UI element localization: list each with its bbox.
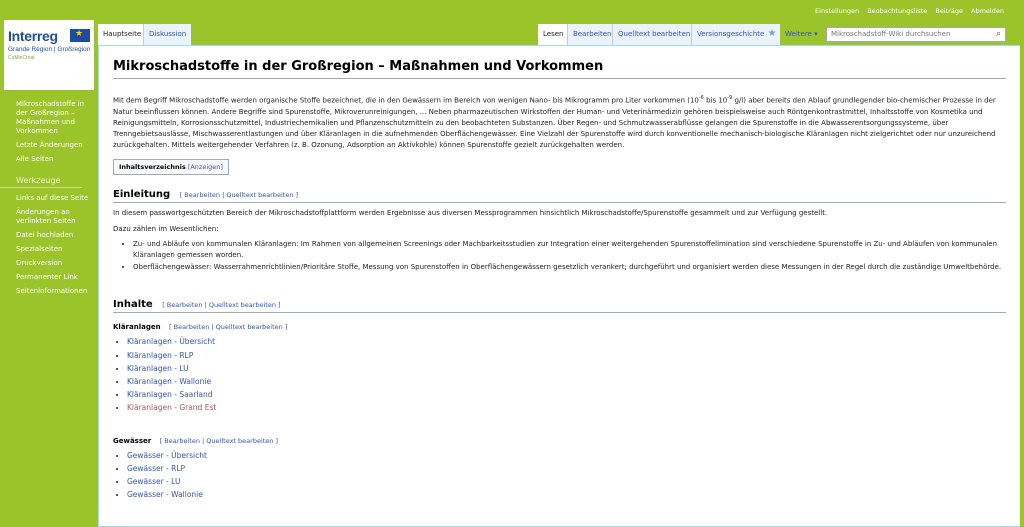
content-area (98, 45, 1020, 527)
list-item: • Oberflächengewässer: Wasserrahmenrichtlinien/Prioritäre Stoffe, Messung von Spurenstoffen in Oberflächengewässern gesetzlich verankert; durchgeführt und organisiert werden diese Messungen in der Regel durch die zuständige Umweltbehörde. (133, 262, 1006, 273)
link-gewaesser-wallonie[interactable]: Gewässer - Wallonie (127, 490, 203, 500)
section-title: Einleitung (113, 189, 171, 201)
subsection-title: Kläranlagen (113, 323, 161, 332)
page-title: Mikroschadstoffe in der Großregion – Maßnahmen und Vorkommen (113, 59, 1006, 79)
list-item (127, 362, 1006, 375)
tab-discussion[interactable]: Diskussion (143, 24, 191, 45)
tab-edit[interactable]: Bearbeiten (567, 24, 616, 45)
scrollbar[interactable] (1020, 0, 1024, 527)
section-paragraph: In diesem passwortgeschützten Bereich der Mikroschadstoffplattform werden Ergebnisse aus diversen Messprogrammen hinsichtlich Mikroschadstoffe/Spurenstoffe gesammelt und zur Verfügung gestellt. (113, 209, 828, 218)
search-input[interactable] (826, 27, 1006, 42)
link-klaeranlagen-wallonie[interactable]: Kläranlagen - Wallonie (127, 376, 212, 386)
link-gewaesser-rlp[interactable]: Gewässer - RLP (127, 463, 186, 473)
section-edit-links[interactable]: [ Bearbeiten | Quelltext bearbeiten ] (179, 191, 299, 200)
link-klaeranlagen-grand-est[interactable]: Kläranlagen - Grand Est (127, 403, 217, 413)
sidebar-item-upload-file[interactable]: Datei hochladen (16, 231, 74, 239)
section-inhalte (113, 299, 1006, 313)
tab-main-page[interactable]: Hauptseite (98, 24, 146, 45)
sidebar-item-related-changes[interactable]: Änderungen an verlinkten Seiten (16, 208, 76, 225)
sidebar-item-special-pages[interactable]: Spezialseiten (16, 245, 63, 253)
search-icon[interactable]: ⌕ (995, 29, 1001, 39)
site-logo[interactable] (4, 20, 94, 90)
intro-paragraph: Mit dem Begriff Mikroschadstoffe werden organische Stoffe bezeichnet, die in den Gewässern im Bereich von wenigen Nano- bis Mikrogramm pro Liter vorkommen ($10^{-6}$ bis $10^{-9}$ g/l) aber bereits den Ablauf grundlegender bio-chemischer Prozesse in der Natur beeinflussen können. Andere Begriffe sind Spurenstoffe, Mikroverunreinigungen, ... Neben pharmazeutischen Wirkstoffen der Human- und Veterinärmedizin gehören beispielsweise auch Röntgenkontrastmittel, Inhaltsstoffe von Kosmetika und Reinigungsmitteln, Korrosionsschutzmittel, Industriechemikalien und Pflanzenschutzmitteln zu den beobachteten Substanzen. Über Regen- und Schmutzwasserabflüsse gelangen die Spurenstoffe in die Abwasserentsorgungssysteme, über Trenngebietsauslässe, Mischwasserentlastungen und über Kläranlagen in die aufnehmenden Oberflächengewässer. Eine Vielzahl der Spurenstoffe wird durch konventionelle mechanisch-biologische Kläranlagen nicht zielgerichtet oder nur unzureichend zurückgehalten. Mittels weitergehender Verfahren (z. B. Ozonung, Adsorption an Aktivkohle) können Spurenstoffe gezielt zurückgehalten werden. (113, 95, 996, 150)
list-item (127, 388, 1006, 401)
link-klaeranlagen-rlp[interactable]: Kläranlagen - RLP (127, 350, 194, 360)
sidebar-item-permanent-link[interactable]: Permanenter Link (16, 273, 78, 281)
tab-read[interactable]: Lesen (538, 24, 568, 45)
subsection-edit-links[interactable]: [ Bearbeiten | Quelltext bearbeiten ] (169, 323, 288, 332)
list-item (127, 449, 1006, 462)
logout-link[interactable]: Abmelden (971, 7, 1004, 15)
sidebar-item-page-info[interactable]: Seiteninformationen (16, 287, 88, 295)
subsection-gewaesser (113, 437, 1006, 445)
klaeranlagen-links (127, 335, 1006, 414)
logo-project: CoMinCreat (8, 55, 35, 61)
eu-flag-icon (70, 29, 90, 42)
subsection-title: Gewässer (113, 436, 152, 445)
logo-region: Grande Région | Großregion (8, 46, 91, 53)
list-item (127, 335, 1006, 348)
link-gewaesser-lu[interactable]: Gewässer - LU (127, 476, 181, 486)
table-of-contents (113, 159, 229, 175)
toc-label: Inhaltsverzeichnis (119, 163, 186, 172)
link-gewaesser-uebersicht[interactable]: Gewässer - Übersicht (127, 450, 207, 460)
sidebar-item-all-pages[interactable]: Alle Seiten (16, 155, 54, 163)
watchlist-link[interactable]: Beobachtungsliste (867, 7, 928, 15)
search-placeholder: Mikroschadstoff-Wiki durchsuchen (831, 30, 951, 38)
list-item (127, 475, 1006, 488)
section-lead: Dazu zählen im Wesentlichen: (113, 225, 219, 234)
contributions-link[interactable]: Beiträge (935, 7, 963, 15)
toc-toggle[interactable]: [Anzeigen] (187, 163, 223, 172)
list-item (127, 349, 1006, 362)
list-item (127, 488, 1006, 501)
tab-edit-source[interactable]: Quelltext bearbeiten (612, 24, 695, 45)
list-item (127, 462, 1006, 475)
sidebar-item-what-links-here[interactable]: Links auf diese Seite (16, 194, 89, 202)
personal-tools (809, 7, 1004, 15)
section-einleitung (113, 189, 1006, 203)
sidebar-item-print-version[interactable]: Druckversion (16, 259, 63, 267)
sidebar-item-recent-changes[interactable]: Letzte Änderungen (16, 141, 83, 149)
section-edit-links[interactable]: [ Bearbeiten | Quelltext bearbeiten ] (162, 301, 281, 310)
subsection-edit-links[interactable]: [ Bearbeiten | Quelltext bearbeiten ] (159, 436, 279, 445)
list-item: • Zu- und Abläufe von kommunalen Kläranlagen: Im Rahmen von allgemeinen Screenings oder Machbarkeitsstudien zur Integration einer weitergehenden Spurenstoffelimination sind verschiedene Spurenstoffe in Zu- und Abläufen von kommunalen Kläranlagen gemessen worden. (133, 239, 1006, 261)
tab-history[interactable]: Versionsgeschichte (691, 24, 769, 45)
tools-heading: Werkzeuge (0, 176, 82, 188)
link-klaeranlagen-saarland[interactable]: Kläranlagen - Saarland (127, 390, 213, 400)
more-menu[interactable]: Weitere ▾ (785, 30, 818, 38)
list-item (127, 401, 1006, 414)
preferences-link[interactable]: Einstellungen (815, 7, 860, 15)
list-item (127, 375, 1006, 388)
link-klaeranlagen-uebersicht[interactable]: Kläranlagen - Übersicht (127, 337, 216, 347)
sidebar-item-main-page[interactable]: Mikroschadstoffe in der Großregion – Maßnahmen und Vorkommen (16, 100, 85, 135)
subsection-klaeranlagen (113, 323, 1006, 331)
watch-star-icon[interactable]: ★ (764, 24, 780, 45)
link-klaeranlagen-lu[interactable]: Kläranlagen - LU (127, 363, 189, 373)
section-bullets (133, 239, 1006, 273)
section-title: Inhalte (113, 299, 153, 311)
gewaesser-links (127, 449, 1006, 502)
logo-brand: Interreg (8, 28, 58, 44)
sidebar (0, 100, 98, 301)
